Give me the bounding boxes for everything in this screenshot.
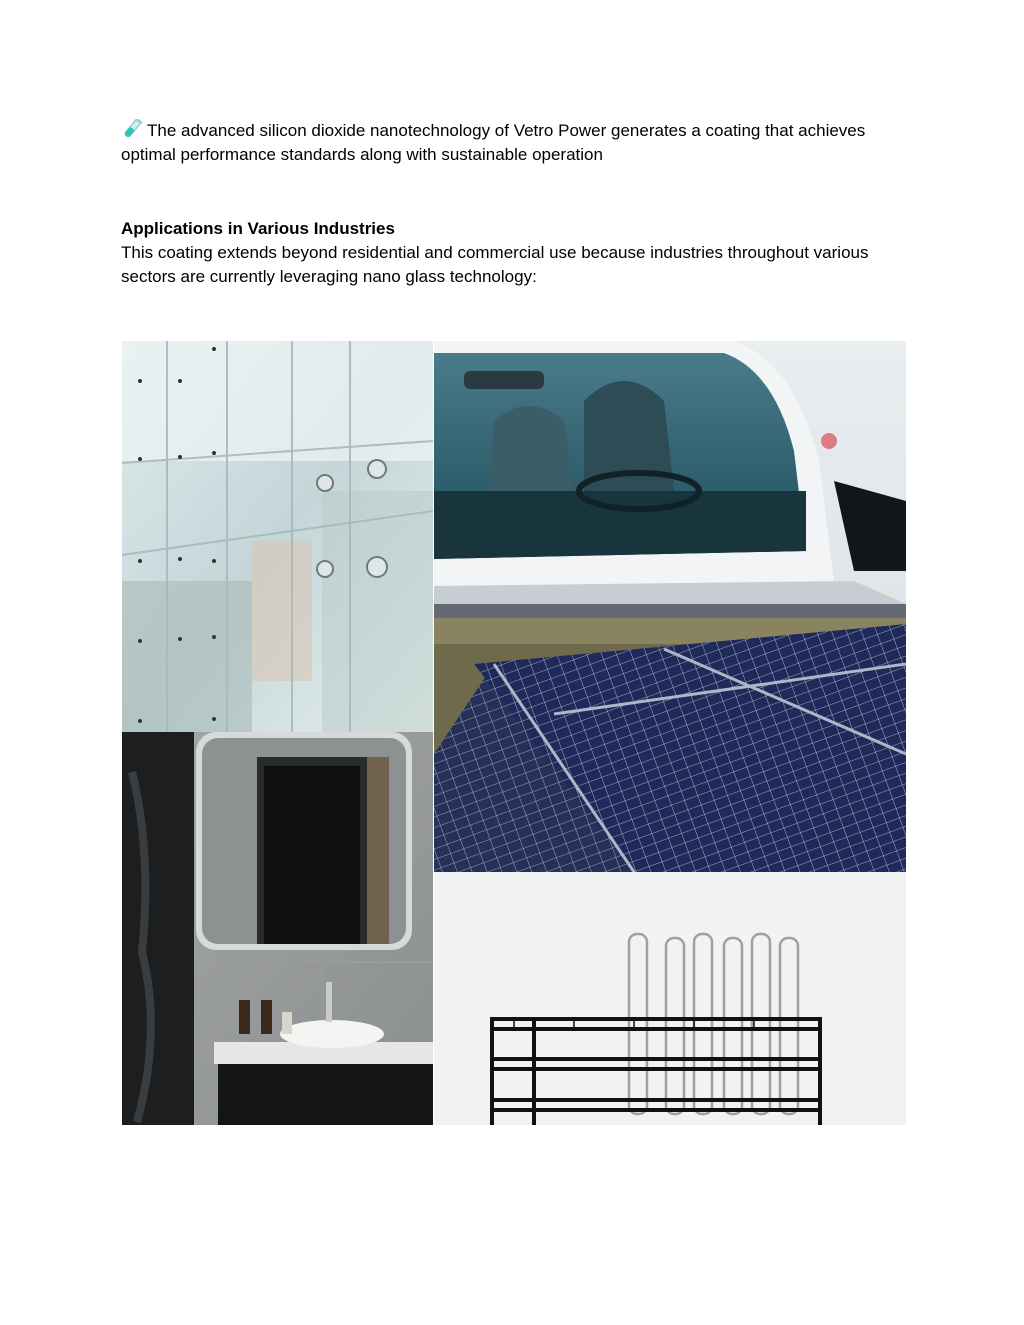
intro-paragraph bbox=[121, 119, 911, 167]
glass-facade-photo bbox=[122, 341, 433, 732]
intro-text: The advanced silicon dioxide nanotechnology of Vetro Power generates a coating that achieves optimal performance standards along with sustainable operation bbox=[121, 121, 866, 164]
section-body-text: This coating extends beyond residential and commercial use because industries throughout various sectors are currently leveraging nano glass technology: bbox=[121, 243, 869, 286]
photo-collage bbox=[122, 341, 906, 1125]
bathroom-mirror-photo bbox=[122, 732, 433, 1125]
car-windshield-photo bbox=[434, 341, 906, 604]
solar-panels-photo bbox=[434, 604, 906, 872]
section-heading: Applications in Various Industries bbox=[121, 219, 395, 238]
test-tube-icon bbox=[121, 119, 143, 139]
lab-test-tubes-photo bbox=[434, 872, 906, 1125]
